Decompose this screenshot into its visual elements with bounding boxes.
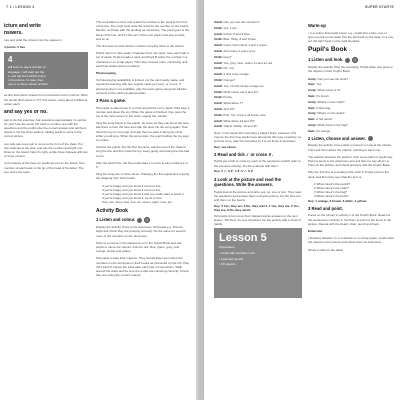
paragraph: If photocopying availability is limited, cut the card ready made, and repeat the learning with four regular cards per team, or on pic. If photocopying is not available, play the team game using two-fold/ten versions of the cards prepared earlier. [96,78,187,95]
dialogue [308,77,394,133]
tip-box-number: 4 [8,55,13,65]
listen-icon [137,218,142,223]
script-line [308,117,394,121]
speaker-label: Adult: [214,118,224,123]
lesson-line: • Coloured pencils [219,256,244,261]
speaker-label: Sam: [308,128,317,133]
answer-key: Key: 2 Yes, they are. 3 No, they aren't. 4 Yes, they are. 5 Yes, they are. 6 No, they aren't. [214,203,300,213]
speaker-label: Andy: [308,111,318,116]
paragraph: (Draw a chair on the desk) [308,247,344,252]
tip-line: will learn to use a number of [8,65,46,70]
script-line [214,43,302,47]
paragraph: • In a colour that pupils know: e.g., pupils Put a blue, red, or green pencil on the desk. Put the left hand on the desk. In a row, put the right hand on the right shoulder. [308,30,394,43]
right-column-2 [308,20,394,255]
speaker-label: Andy: [308,76,318,81]
speaker-label: Sam: [308,105,317,110]
answer-key: Key: 1 orange, 2 brown, 3 white, 4 yellow. [308,198,367,203]
spoken-text: Pink. Yes, they're all brown now. [223,112,267,117]
section-heading: 2 Listen, choose and answer. [308,136,394,142]
paragraph: Sing the song below to the pupils, as many as they can know the tune, ask them to hum the tune and clap the beat. Do the song again. Then hand the toy to one pupil, and ask them to pass it along the circle while you all sing. When the song stops, the pupil holding the toy says a number. [96,121,190,142]
left-column-1 [4,20,88,177]
paragraph: The cook takes a card, and reads the number to the pupil at the front of the line. The pupil must write the word for the number on the board. Monitor, and help with the spelling as necessary. The pupil goes to the back of the line, and it's the turn of the next pupil in the line to write, and so on. [96,20,190,41]
tip-line: use in a colour school uniform. [8,82,49,87]
paragraph: Display the activity. Point to the dominoes. Tell pupils e.g. Point to eight and check they are pointing correctly. Do the same for several more of the numbers on the dominoes. [96,225,186,238]
paragraph: Display the activity. Give pupils a moment to look at the picture. Then ask them about the objects, pointing to each one. [308,143,392,152]
script-line [308,94,394,98]
spoken-text: It's brown. [316,93,330,98]
script-line [214,113,302,117]
question: 4 What colour's the book? [314,194,349,199]
speaker-label: Adult: [214,72,224,77]
paragraph: Sing the song two or three times, changing the five pupils and copying the clapping from both hands: [96,172,190,181]
script-line [308,88,394,92]
speaker-label: Child: [214,95,224,100]
song-line: One, two, three, four, five, six, seven, eight, nine, ten. [102,200,173,205]
spoken-text: What about 7? [223,101,244,106]
script-line [214,119,302,123]
paragraph: The teacher answers the teacher, then some pairs of pupils say. Point to items in the classroom and ask them to say what it is. Then do the activity, and check answers with the Pupil's Book. [308,154,393,168]
speaker-label: Sam: [308,117,317,122]
running-head: SUPER STARTE [364,5,394,9]
script-line [214,78,302,82]
speaker-label: Adult: [214,106,224,111]
spoken-text: Blue. Okay, 8 and 9 blue. [223,37,257,42]
question: 2 What colour's the chair? [314,186,349,191]
tip-line: anguage. I will read out the [8,69,45,74]
tip-box [4,52,88,89]
question: 1 What colour's the pencil? [314,181,350,186]
script-line [308,82,394,86]
right-page [204,0,400,400]
audio-script [214,20,302,129]
section-heading: 2 Read and tick ✓ or cross ✗. [214,151,273,157]
script-line [214,26,302,30]
question-list [308,182,394,199]
paragraph: After the fourth line, the five pupils take it in turns to say numbers 1 to 5. [96,160,189,169]
song-lyrics [96,184,190,205]
speaker-label: Child: [214,77,224,82]
spoken-text: It's orange. [316,128,331,133]
speaker-label: Adult: [214,31,224,36]
script-line [308,77,394,81]
script-line [214,66,302,70]
speaker-label: Adult: [214,124,224,129]
song-line: If you're happy and you know it, count to five! [102,196,162,201]
tip-line: s, and tell them which colour [8,73,46,78]
spoken-text: Grey? [223,54,232,59]
script-line [308,106,394,110]
listen-icon [368,136,373,141]
section-heading: Warm-up [308,23,326,28]
section-heading: 1 Listen and look. [308,57,394,63]
spoken-text: And 15? [223,106,235,111]
paragraph: Play the first line of recording CD1 track 6. Pupils point to the desk, and then they say what the item is. [308,170,389,179]
script-line [308,123,394,127]
spoken-text: Good. Now colour 1 and 2 green. [223,43,268,48]
script-line [214,20,302,24]
book-gutter [196,0,204,400]
subheading: Extension [308,228,323,233]
speaker-label: Adult: [214,83,224,88]
section-heading: 3 Read and point. [308,205,343,211]
speaker-label: Child: [214,112,224,117]
paragraph: Focus on the picture in activity 1 of the Pupil's Book. Read out the sentences in activity 3. Tell them to point to the items in the picture. Repeat with the board, chair, pencil and book. [308,213,392,226]
script-line [214,95,302,99]
section-heading: Pupil's Book [308,46,348,54]
speaker-label: Child: [214,66,224,71]
script-line [214,61,302,65]
script-line [214,90,302,94]
paragraph: ut the leaves of the trees as pupils are put on the board. One member of each team is the tip of the head of the letter. The one who's the team. [4,161,85,174]
spoken-text: Yes. [316,82,322,87]
question: 3 What colour's the bag? [314,190,348,195]
speaker-label: Child: [214,37,224,42]
paragraph: Choose the pupils. Put the first two lines, ask the rest of the class to sing the line and then pass the toy. Keep going until everyone has had a turn. [96,145,190,158]
script-line [214,49,302,53]
paragraph: Tell pupils to take their crayons. They should listen and colour the numbers on the dominoes in their books as instructed on the CD. Play CD1 track 5. Pause the track after each pair of instructions. Walk around the class and be sure the pupils are colouring correctly. Check they are using the correct colours. [96,256,190,278]
speaker-label: Andy: [308,88,318,93]
script-line [214,107,302,111]
left-page [0,0,196,400]
paragraph: Tell pupils to be put up their clapped tracks answers to the next lesson. Tell them it's very important. Do the activity with a show of hands. [214,213,301,227]
script-line [214,124,302,128]
section-heading: and say yes or no. [4,109,48,116]
lesson-line: • Cards with numbers 1-20 [219,250,255,255]
paragraph: Tell pupils to stand once in a circle around the room. Each child says a number and takes the toy. When the game is finished, they pass the toy to the next person in the circle, saying the number. [96,105,190,118]
left-column-2 [96,20,190,280]
spoken-text: And colour 1 and 2 grey. [223,48,256,53]
spoken-text: Purple. [223,95,233,100]
script-line [308,111,394,115]
spoken-text: What's on the desk? [317,111,345,116]
speaker-label: Adult: [214,48,224,53]
spoken-text: Orange? [223,77,236,82]
spoken-text: Yellow. Really, 13 and 15. [223,124,258,129]
script-line [214,32,302,36]
tip-line: n the picture. In case, then [8,78,44,83]
section-heading: 3 Look at the picture and read the questions. Write the answers. [214,176,282,188]
spoken-text: What's on the chair? [317,99,345,104]
section-heading: icture and write nswers. [4,23,41,36]
speaker-label: Child: [214,89,224,94]
paragraph: one side ask one pupil to come to the front of the class. Put two students at the side, and say the number and right one. Draw on the board: Now it's right, a little Nose; Repeat with two or three colours. [4,141,88,159]
answer-key: Key: 2 ✓, 3 ✗, 4 ✗, 5 ✓, 6 ✗ [214,169,254,174]
section-heading: Activity Book [96,207,128,214]
spoken-text: A blue bag. [316,105,332,110]
lesson-box [214,228,302,298]
paragraph: Note: In the assist this recording it played twice. However, this may be the first time pupils have attempted this type of activity, so just this once, play the recording so it is six times if necessary. [214,130,302,143]
running-head: T 1 • LESSON 3 [6,5,35,9]
subheading: Photocopying [96,71,116,76]
lesson-line: • CD players [219,262,236,267]
script-line [214,101,302,105]
paragraph: pair to do this exercise. Ask questions appropriately. A number for yes? Use the same CD track to number one with the questions and the pupils give the correct answer and tell them repeat it. Do the three actions, folding pupils to point to the correct picture. [4,117,87,139]
speaker-label: Sam: [308,82,317,87]
spoken-text: What about 13 and 15? [223,118,255,123]
right-column-1 [214,20,302,298]
speaker-label: Sam: [308,93,317,98]
spoken-text: A red pencil. [316,117,333,122]
paragraph: ture and write the colours into the spaces in [4,38,62,42]
paragraph: • Drawing dictation: In a notebook or on scrap paper, pupils draw the objects in the picture and colour them as instructed. [308,236,394,245]
song-line: If you're happy and you know it count to five, [102,187,162,192]
spoken-text: Yes, I can. [223,25,238,30]
script-line [308,129,394,133]
section-heading: 3 Pass a game. [96,98,127,104]
script-line [214,72,302,76]
paragraph: Pupils return to their seats. Organise them into pairs. Give each pair a set of cards. Pupil A reads a card, and Pupil B writes the number in a notebook or on scrap paper. Then they reverse roles, continuing until each has written all ten numbers. [96,51,189,68]
speaker-label: Andy: [308,99,318,104]
spoken-text: Yes, 10 and 14 are orange too. [223,83,265,88]
speaker-label: Andy: [308,122,318,127]
spoken-text: Yes, grey. Now, colour 11 and 12 red. [223,60,273,65]
speaker-label: Adult: [214,43,224,48]
song-line: If you're happy and you know it count to five, [102,183,162,188]
paragraph: Pupils look at the picture and write yes, no, one or two. They read the questions and answer them using the picture. Do the first one with them on the board. [214,189,301,203]
script-line [214,37,302,41]
cd-icon [352,57,358,63]
song-line: If you're happy and you know it and you really want to show it, [102,192,185,196]
paragraph: Point to a picture in the classroom or in the Pupil's Book and ask pupils to name the colours. Point to red, blue, green, grey, pink, orange, purple and yellow. [96,240,182,254]
cd-icon [144,217,150,223]
answer-key: Key: see above. [214,144,237,149]
spoken-text: Can you see the numbers? [223,20,260,24]
lesson-title: Lesson 5 [219,232,267,245]
spoken-text: Colour 8 and 9 blue. [223,31,251,36]
spoken-text: What colour are 6 and 11? [223,89,259,94]
script-line [214,55,302,59]
spoken-text: What colour's the bag? [317,122,348,127]
spoken-text: What colour is it? [317,88,341,93]
points-line: 4 points; 5 five [4,45,26,50]
speaker-label: Adult: [214,60,224,65]
speaker-label: Child: [214,54,224,59]
paragraph: The first team to write all the numbers correctly twice is the winner. [96,44,185,49]
paragraph: Pupils put a tick or cross by each of the sentences (which refer to the previous activity). Do the example with them. [214,159,301,168]
lesson-line: Preparation [219,245,235,250]
speaker-label: Child: [214,25,224,30]
script-line [308,100,394,104]
spoken-text: OK, red. [223,66,235,71]
listen-icon [345,58,350,63]
spoken-text: Can you see the chair? [317,76,349,81]
speaker-label: Adult: [214,20,224,24]
paragraph: Display the activity. Play the recording. Pupils listen and point to the objects in their Pupil's Book. [308,65,393,74]
section-heading: 1 Listen and colour. [96,217,190,223]
speaker-label: Adult: [214,101,224,106]
paragraph: ed line that colour streets from red lessons and in school. Write the words (first colour is 777 first colour, using about a different colour each. [4,93,88,106]
script-line [214,84,302,88]
spoken-text: 3 and 4 are orange. [223,72,250,77]
